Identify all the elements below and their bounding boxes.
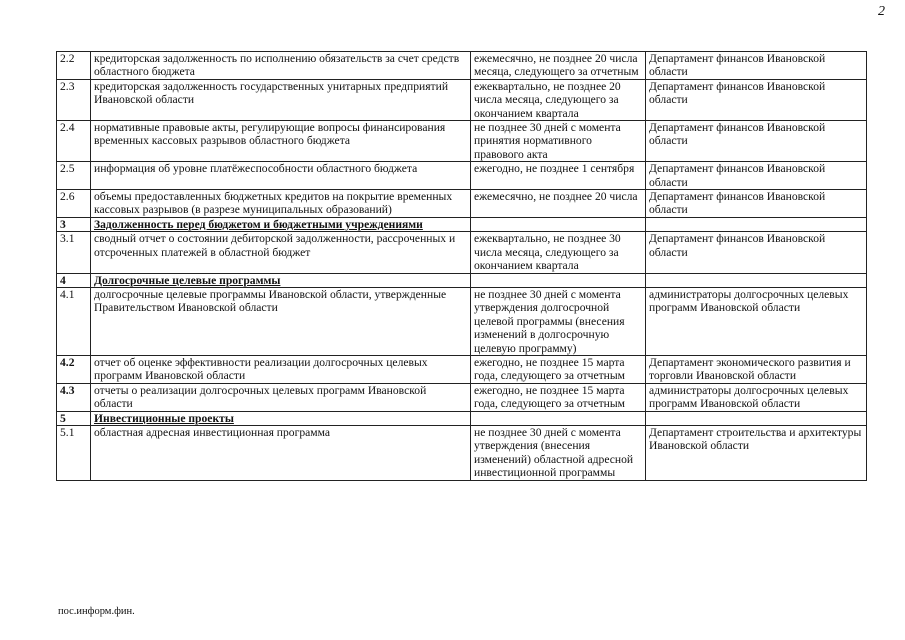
info-cell: отчет об оценке эффективности реализации долгосрочных целевых программ Ивановской области [91,355,471,383]
page-number: 2 [878,4,885,19]
responsible-cell: администраторы долгосрочных целевых программ Ивановской области [646,287,867,355]
row-number: 2.5 [57,162,91,190]
responsible-cell: администраторы долгосрочных целевых программ Ивановской области [646,383,867,411]
section-number: 3 [57,217,91,231]
term-cell: не позднее 30 дней с момента принятия нормативного правового акта [471,121,646,162]
table-row [57,232,867,273]
responsible-cell: Департамент финансов Ивановской области [646,162,867,190]
term-cell: ежеквартально, не позднее 30 числа месяца, следующего за окончанием квартала [471,232,646,273]
info-cell: долгосрочные целевые программы Ивановской области, утвержденные Правительством Ивановской области [91,287,471,355]
info-cell: объемы предоставленных бюджетных кредитов на покрытие временных кассовых разрывов (в разрезе муниципальных образований) [91,190,471,218]
term-cell: ежемесячно, не позднее 20 числа [471,190,646,218]
row-number: 3.1 [57,232,91,273]
responsible-cell: Департамент финансов Ивановской области [646,79,867,120]
info-cell: нормативные правовые акты, регулирующие вопросы финансирования временных кассовых разрывов областного бюджета [91,121,471,162]
info-cell: отчеты о реализации долгосрочных целевых программ Ивановской области [91,383,471,411]
footer-note: пос.информ.фин. [58,606,135,617]
section-row [57,217,867,231]
responsible-cell: Департамент финансов Ивановской области [646,121,867,162]
term-cell: не позднее 30 дней с момента утверждения (внесения изменений) областной адресной инвестиционной программы [471,425,646,480]
row-number: 2.2 [57,52,91,80]
row-number: 4.1 [57,287,91,355]
empty-cell [471,217,646,231]
table-row [57,162,867,190]
section-row [57,411,867,425]
table-row [57,383,867,411]
responsible-cell: Департамент финансов Ивановской области [646,232,867,273]
table-body [57,52,867,481]
information-table [56,51,867,481]
table-row [57,355,867,383]
responsible-cell: Департамент финансов Ивановской области [646,52,867,80]
responsible-cell: Департамент экономического развития и торговли Ивановской области [646,355,867,383]
term-cell: ежегодно, не позднее 1 сентября [471,162,646,190]
table-row [57,121,867,162]
empty-cell [646,273,867,287]
responsible-cell: Департамент строительства и архитектуры Ивановской области [646,425,867,480]
table-row [57,52,867,80]
row-number: 2.6 [57,190,91,218]
table-row [57,425,867,480]
info-cell: областная адресная инвестиционная программа [91,425,471,480]
term-cell: ежегодно, не позднее 15 марта года, следующего за отчетным [471,383,646,411]
row-number: 2.4 [57,121,91,162]
row-number: 4.2 [57,355,91,383]
row-number: 2.3 [57,79,91,120]
term-cell: не позднее 30 дней с момента утверждения долгосрочной целевой программы (внесения изменений в долгосрочную целевую программу) [471,287,646,355]
term-cell: ежеквартально, не позднее 20 числа месяца, следующего за окончанием квартала [471,79,646,120]
table-row [57,190,867,218]
info-cell: сводный отчет о состоянии дебиторской задолженности, рассроченных и отсроченных платежей в областной бюджет [91,232,471,273]
row-number: 5.1 [57,425,91,480]
section-title: Инвестиционные проекты [91,411,471,425]
table-row [57,79,867,120]
info-cell: информация об уровне платёжеспособности областного бюджета [91,162,471,190]
section-title: Долгосрочные целевые программы [91,273,471,287]
term-cell: ежегодно, не позднее 15 марта года, следующего за отчетным [471,355,646,383]
info-cell: кредиторская задолженность по исполнению обязательств за счет средств областного бюджета [91,52,471,80]
info-cell: кредиторская задолженность государственных унитарных предприятий Ивановской области [91,79,471,120]
responsible-cell: Департамент финансов Ивановской области [646,190,867,218]
empty-cell [471,273,646,287]
empty-cell [471,411,646,425]
section-number: 5 [57,411,91,425]
row-number: 4.3 [57,383,91,411]
section-number: 4 [57,273,91,287]
term-cell: ежемесячно, не позднее 20 числа месяца, следующего за отчетным [471,52,646,80]
empty-cell [646,411,867,425]
section-title: Задолженность перед бюджетом и бюджетными учреждениями [91,217,471,231]
table-row [57,287,867,355]
empty-cell [646,217,867,231]
section-row [57,273,867,287]
